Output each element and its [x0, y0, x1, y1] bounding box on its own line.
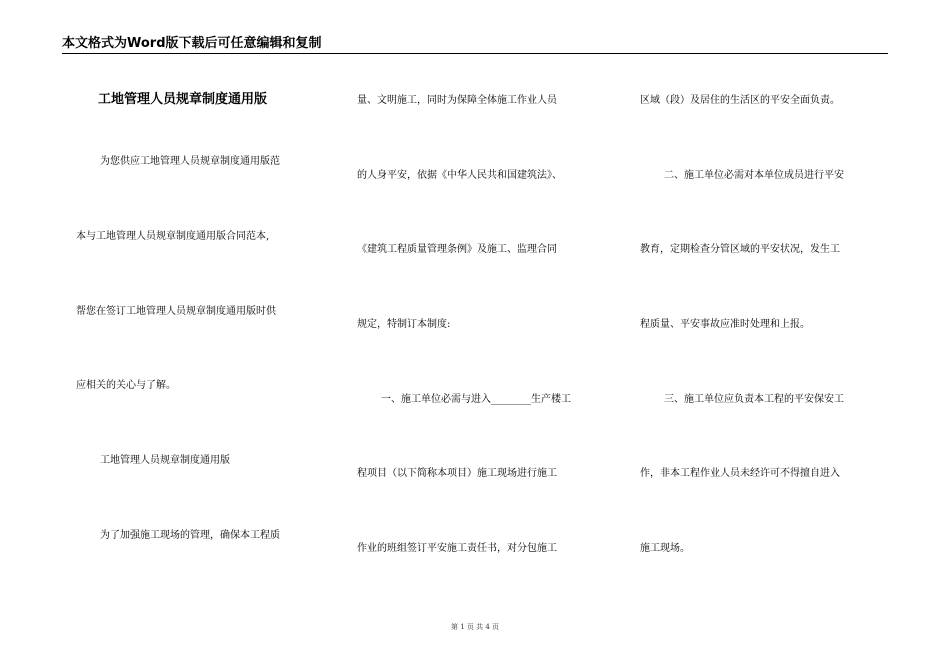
col3-line-5: 三、施工单位应负责本工程的平安保安工: [664, 394, 844, 405]
col2-line-5: 一、施工单位必需与进入________生产楼工: [381, 394, 571, 405]
col2-line-6: 程项目（以下简称本项目）施工现场进行施工: [357, 468, 557, 479]
col3-line-4: 程质量、平安事故应准时处理和上报。: [640, 319, 810, 330]
col2-line-1: 量、文明施工，同时为保障全体施工作业人员: [357, 95, 557, 106]
col1-line-4: 应相关的关心与了解。: [76, 380, 176, 391]
col2-line-7: 作业的班组签订平安施工责任书，对分包施工: [357, 543, 557, 554]
col3-line-2: 二、施工单位必需对本单位成员进行平安: [664, 170, 844, 181]
col2-line-3: 《建筑工程质量管理条例》及施工、监理合同: [357, 244, 557, 255]
col3-line-6: 作，非本工程作业人员未经许可不得擅自进入: [640, 468, 840, 479]
document-title: 工地管理人员规章制度通用版: [98, 92, 268, 107]
col3-line-3: 教育，定期检查分管区域的平安状况，发生工: [640, 244, 840, 255]
col1-line-6: 为了加强施工现场的管理，确保本工程质: [100, 530, 280, 541]
col1-line-3: 帮您在签订工地管理人员规章制度通用版时供: [76, 306, 276, 317]
header-divider: [62, 53, 888, 54]
col2-line-4: 规定，特制订本制度:: [357, 319, 451, 330]
col1-subtitle: 工地管理人员规章制度通用版: [100, 455, 230, 466]
col2-line-2: 的人身平安，依据《中华人民共和国建筑法》、: [357, 170, 562, 181]
page-header-title: 本文格式为Word版下载后可任意编辑和复制: [62, 36, 322, 51]
col3-line-7: 施工现场。: [640, 543, 690, 554]
col1-line-1: 为您供应工地管理人员规章制度通用版范: [100, 156, 280, 167]
page-number: 第 1 页 共 4 页: [450, 623, 500, 631]
col3-line-1: 区域（段）及居住的生活区的平安全面负责。: [640, 95, 840, 106]
col1-line-2: 本与工地管理人员规章制度通用版合同范本,: [76, 231, 270, 242]
